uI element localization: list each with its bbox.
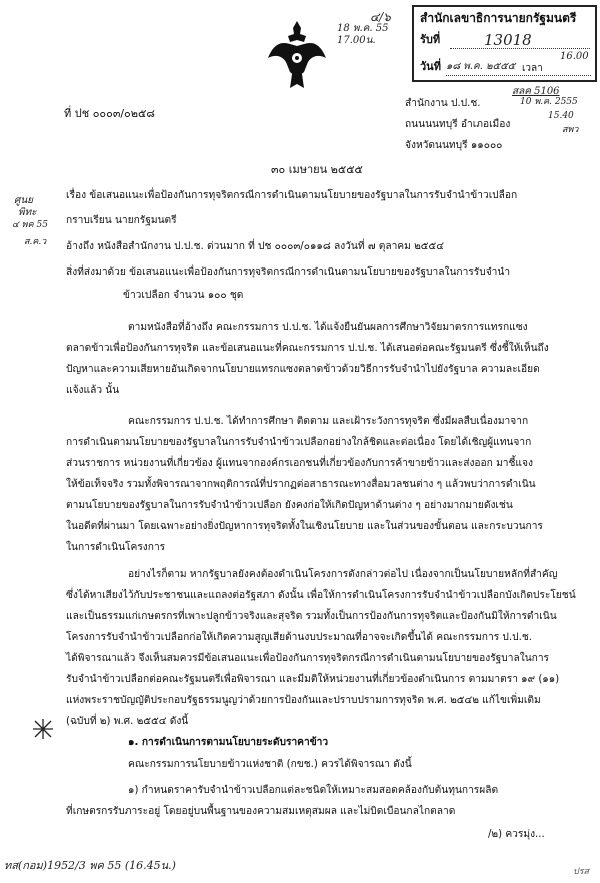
section-1-heading: ๑. การดำเนินการตามนโยบายระดับราคาข้าว	[128, 737, 329, 748]
item1-line: ที่เกษตรกรรับภาระอยู่ โดยอยู่บนพื้นฐานของความสมเหตุสมผล และไม่บิดเบือนกลไกตลาด	[66, 806, 456, 817]
continuation-marker: /๒) ควรมุ่ง...	[488, 829, 545, 840]
handwritten-time: 17.00น.	[337, 35, 376, 46]
sender-line3: จังหวัดนนทบุรี ๑๑๐๐๐	[405, 140, 503, 151]
para3-line: รับจำนำข้าวเปลือกต่อคณะรัฐมนตรีเพื่อพิจารณา และมีมติให้หน่วยงานที่เกี่ยวข้องดำเนินการ ตามมาตรา ๑๙ (๑๑)	[66, 674, 560, 685]
para1-line: ตามหนังสือที่อ้างถึง คณะกรรมการ ป.ป.ช. ได้แจ้งยืนยันผลการศึกษาวิจัยมาตรการแทรกแซง	[128, 322, 528, 333]
garuda-emblem	[266, 18, 328, 92]
para2-line: ตามนโยบายของรัฐบาลในการรับจำนำข้าวเปลือก ยังคงก่อให้เกิดปัญหาด้านต่าง ๆ อย่างมากมายดังเช่น	[66, 500, 513, 511]
margin-note-1: ศูนย	[14, 195, 34, 206]
margin-note-2: พิทะ	[18, 207, 37, 218]
stamp-date-line	[446, 75, 591, 76]
para2-line: คณะกรรมการ ป.ป.ช. ได้ทำการศึกษา ติดตาม และเฝ้าระวังการทุจริต ซึ่งมีผลสืบเนื่องมาจาก	[128, 416, 529, 427]
stamp-date-value: ๑๘ พ.ค. ๒๕๕๕	[446, 61, 516, 72]
handwritten-receive-no: ๔/๖	[370, 10, 391, 24]
para1-line: ปัญหาและความเสียหายอันเกิดจากนโยบายแทรกแซงตลาดข้าวด้วยวิธีการรับจำนำไปยังรัฐบาล ความละเอียด	[66, 364, 540, 375]
document-number: ที่ ปช ๐๐๐๓/๐๒๕๘	[64, 107, 155, 120]
stamp-date-label: วันที่	[420, 60, 441, 73]
enclosure-line1: สิ่งที่ส่งมาด้วย ข้อเสนอแนะเพื่อป้องกันการทุจริตกรณีการดำเนินตามนโยบายของรัฐบาลในการรับจำนำ	[66, 267, 511, 278]
reference-line: อ้างถึง หนังสือสำนักงาน ป.ป.ช. ด่วนมาก ที่ ปช ๐๐๐๓/๐๑๑๘ ลงวันที่ ๗ ตุลาคม ๒๕๕๔	[66, 241, 444, 252]
bottom-right-mark: ปรส	[573, 867, 590, 877]
side-note-line4: สพว	[562, 125, 579, 135]
margin-note-3: ๔ พค 55	[12, 220, 48, 230]
para1-line: ตลาดข้าวเพื่อป้องกันการทุจริต และข้อเสนอแนะที่คณะกรรมการ ป.ป.ช. ได้เสนอต่อคณะรัฐมนตรี ซึ่งชี้ให้เห็นถึง	[66, 343, 549, 354]
margin-star-mark	[32, 718, 54, 740]
bottom-handwritten-note: ทส(กอม)1952/3 พค 55 (16.45น.)	[4, 859, 176, 872]
para3-line: แห่งพระราชบัญญัติประกอบรัฐธรรมนูญว่าด้วยการป้องกันและปราบปรามการทุจริต พ.ศ. ๒๕๔๒ แก้ไขเพิ่มเติม	[66, 695, 541, 706]
subject-line: เรื่อง ข้อเสนอแนะเพื่อป้องกันการทุจริตกรณีการดำเนินตามนโยบายของรัฐบาลในการรับจำนำข้าวเปลือก	[66, 190, 518, 201]
sender-line2: ถนนนนทบุรี อำเภอเมือง	[405, 119, 511, 130]
margin-note-4: ส.ค.ว	[24, 237, 47, 247]
para3-line: โครงการรับจำนำข้าวเปลือกก่อให้เกิดความสูญเสียด้านงบประมาณที่อาจจะเกิดขึ้นได้ คณะกรรมการ ป.ป.ช.	[66, 632, 532, 643]
paragraph-3	[66, 564, 576, 732]
stamp-receive-label: รับที่	[420, 33, 441, 46]
item1-line: ๑) กำหนดราคารับจำนำข้าวเปลือกแต่ละชนิดให้เหมาะสมสอดคล้องกับต้นทุนการผลิต	[128, 785, 499, 796]
para2-line: การดำเนินตามนโยบายของรัฐบาลในการรับจำนำข้าวเปลือกอย่างใกล้ชิดและต่อเนื่อง โดยได้เชิญผู้แทนจาก	[66, 437, 532, 448]
handwritten-date: 18 พ.ค. 55	[337, 23, 389, 34]
enclosure-line2: ข้าวเปลือก จำนวน ๑๐๐ ชุด	[123, 290, 244, 301]
side-note-line3: 15.40	[548, 111, 574, 121]
section-1-subheading: คณะกรรมการนโยบายข้าวแห่งชาติ (กขช.) ควรได้พิจารณา ดังนี้	[128, 759, 412, 770]
para2-line: ส่วนราชการ หน่วยงานที่เกี่ยวข้อง ผู้แทนจากองค์กรเอกชนที่เกี่ยวข้องกับการค้าขายข้าวและส่งออก มาชี้แจง	[66, 458, 533, 469]
side-note-line1: สลค 5106	[512, 86, 560, 97]
paragraph-2	[66, 411, 544, 558]
document-date: ๓๐ เมษายน ๒๕๕๕	[271, 163, 363, 176]
side-note-line2: 10 พ.ค. 2555	[520, 97, 578, 107]
stamp-receive-value: 13018	[484, 31, 532, 49]
para2-line: ในอดีตที่ผ่านมา โดยเฉพาะอย่างยิ่งปัญหาการทุจริตทั้งในเชิงนโยบาย และในส่วนของขั้นตอน และกระบวนการ	[66, 521, 543, 532]
para3-line: และเป็นธรรมแก่เกษตรกรที่เพาะปลูกข้าวจริงและสุจริต รวมทั้งเป็นการป้องกันการทุจริตและป้องกันมิให้การดำเนิน	[66, 611, 557, 622]
stamp-time-value: 16.00	[560, 51, 589, 62]
sender-line1: สำนักงาน ป.ป.ช.	[405, 98, 481, 109]
paragraph-1	[66, 317, 549, 401]
para3-line: ซึ่งได้หาเสียงไว้กับประชาชนและแถลงต่อรัฐสภา ดังนั้น เพื่อให้การดำเนินโครงการรับจำนำข้าวเปลือกบังเกิดประโยชน์	[66, 590, 576, 601]
para2-line: ให้ข้อเท็จจริง รวมทั้งพิจารณาจากพฤติการณ์ที่ปรากฏต่อสาธารณะทางสื่อมวลชนต่าง ๆ แล้วพบว่าการดำเนิน	[66, 479, 536, 490]
receipt-stamp	[412, 5, 597, 82]
salutation: กราบเรียน นายกรัฐมนตรี	[66, 215, 177, 226]
stamp-time-label: เวลา	[522, 63, 543, 74]
para3-line: อย่างไรก็ตาม หากรัฐบาลยังคงต้องดำเนินโครงการดังกล่าวต่อไป เนื่องจากเป็นนโยบายหลักที่สำคัญ	[128, 569, 558, 580]
stamp-title: สำนักเลขาธิการนายกรัฐมนตรี	[420, 11, 577, 25]
para2-line: ในการดำเนินโครงการ	[66, 542, 166, 553]
para1-line: แจ้งแล้ว นั้น	[66, 385, 120, 396]
section-1-item-1	[66, 780, 544, 822]
para3-line: (ฉบับที่ ๒) พ.ศ. ๒๕๕๔ ดังนี้	[66, 716, 189, 727]
para3-line: ได้พิจารณาแล้ว จึงเห็นสมควรมีข้อเสนอแนะเพื่อป้องกันการทุจริตกรณีการดำเนินตามนโยบายของรัฐบาลในการ	[66, 653, 550, 664]
